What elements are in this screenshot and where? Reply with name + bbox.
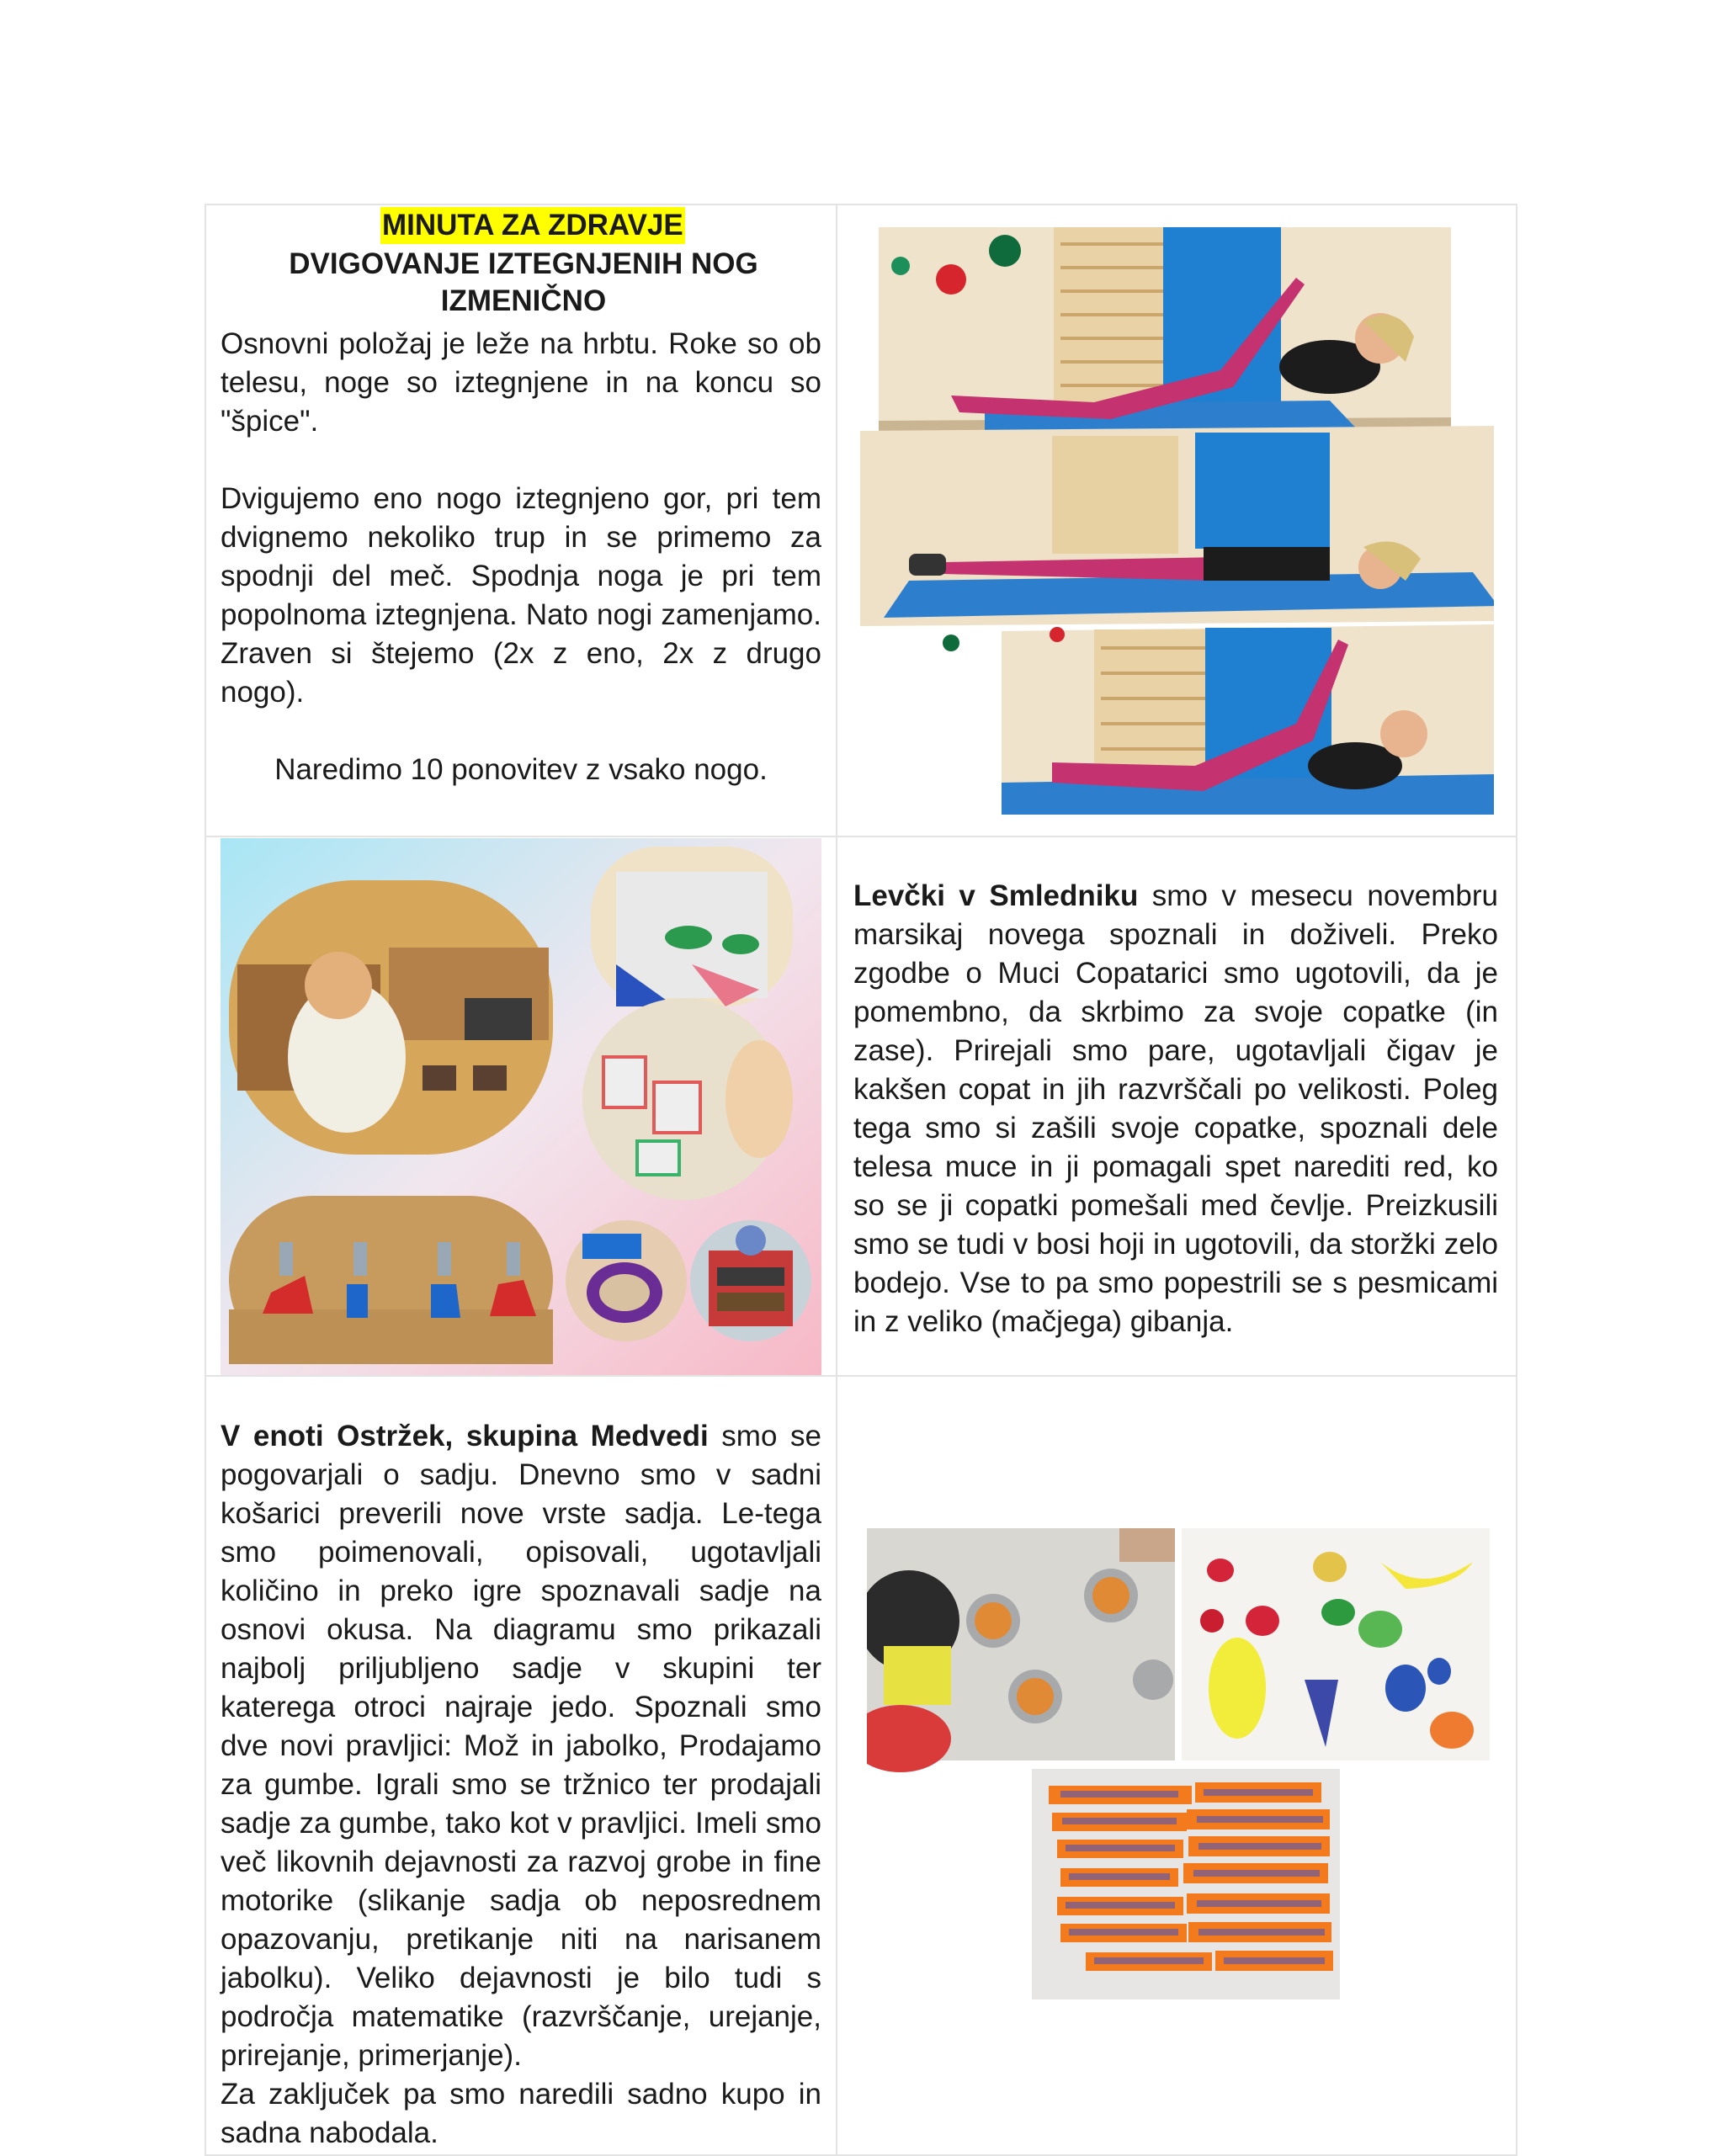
medvedi-title: V enoti Ostržek, skupina Medvedi xyxy=(221,1420,709,1452)
fruit-photo-strips xyxy=(1032,1769,1340,1999)
levcki-text xyxy=(853,877,1498,1341)
slippers-photo-collage xyxy=(221,838,821,1375)
fruit-photo-painting xyxy=(1182,1528,1490,1760)
row-divider-1 xyxy=(205,836,1517,837)
health-badge: MINUTA ZA ZDRAVJE xyxy=(380,207,685,244)
row-divider-2 xyxy=(205,1375,1517,1377)
slippers-photos-svg xyxy=(221,838,821,1375)
exercise-photos-svg xyxy=(858,227,1494,816)
medvedi-body: smo se pogovarjali o sadju. Dnevno smo v sadni košarici preverili nove vrste sadja. Le-tega smo poimenovali, opisovali, ugotavljali količino in preko igre spoznavali sadje na osnovi okusa. Na diagramu smo prikazali najbolj priljubljeno sadje v skupini ter katerega otroci najraje jedo. Spoznali smo dve novi pravljici: Mož in jabolko, Prodajamo za gumbe. Igrali smo se tržnico ter prodajali sadje za gumbe, tako kot v pravljici. Imeli smo več likovnih dejavnosti za razvoj grobe in fine motorike (slikanje sadja ob neposrednem opazovanju, pretikanje niti na narisanem jabolku). Veliko dejavnosti je bilo tudi s področja matematike (razvrščanje, urejanje, prirejanje, primerjanje). xyxy=(221,1420,821,2072)
slippers-photo-row-on-floor xyxy=(229,1196,553,1364)
fruit-photo-eating xyxy=(867,1528,1175,1772)
slippers-photo-sewing xyxy=(566,1220,687,1341)
column-divider xyxy=(836,204,837,2154)
exercise-photo-middle xyxy=(860,426,1494,626)
fruit-photo-collage xyxy=(867,1528,1490,1999)
exercise-photo-top xyxy=(879,227,1451,436)
health-paragraph-3: Naredimo 10 ponovitev z vsako nogo. xyxy=(274,753,768,786)
fruit-photos-svg xyxy=(867,1528,1490,1999)
slippers-photo-cat-puzzle xyxy=(591,847,793,1006)
medvedi-text xyxy=(221,1417,821,2153)
levcki-title: Levčki v Smledniku xyxy=(853,879,1139,912)
slippers-photo-boxes xyxy=(229,880,553,1155)
medvedi-closing: Za zaključek pa smo naredili sadno kupo in sadna nabodala. xyxy=(221,2078,821,2149)
exercise-photo-bottom xyxy=(943,624,1494,815)
slippers-photo-cat-box xyxy=(690,1220,811,1341)
health-paragraph-2: Dvigujemo eno nogo iztegnjeno gor, pri tem dvignemo nekoliko trup in se primemo za spodnji del meč. Spodnja noga je pri tem popolnoma iztegnjena. Nato nogi zamenjamo. Zraven si štejemo (2x z eno, 2x z drugo nogo). xyxy=(221,482,821,709)
health-title: DVIGOVANJE IZTEGNJENIH NOG IZMENIČNO xyxy=(289,247,758,317)
health-text xyxy=(221,325,821,789)
health-paragraph-1: Osnovni položaj je leže na hrbtu. Roke so ob telesu, noge so iztegnjene in na koncu so "špice". xyxy=(221,327,821,438)
levcki-body: smo v mesecu novembru marsikaj novega spoznali in doživeli. Preko zgodbe o Muci Copatarici smo ugotovili, da je pomembno, da skrbimo za svoje copatke (in zase). Prirejali smo pare, ugotavljali čigav je kakšen copat in jih razvrščali po velikosti. Poleg tega smo si zašili svoje copatke, spoznali dele telesa muce in ji pomagali spet narediti red, ko so se ji copatki pomešali med čevlje. Preizkusili smo se tudi v bosi hoji in ugotovili, da storžki zelo bodejo. Vse to pa smo popestrili se s pesmicami in z veliko (mačjega) gibanja. xyxy=(853,879,1498,1338)
exercise-photo-collage xyxy=(858,227,1494,816)
